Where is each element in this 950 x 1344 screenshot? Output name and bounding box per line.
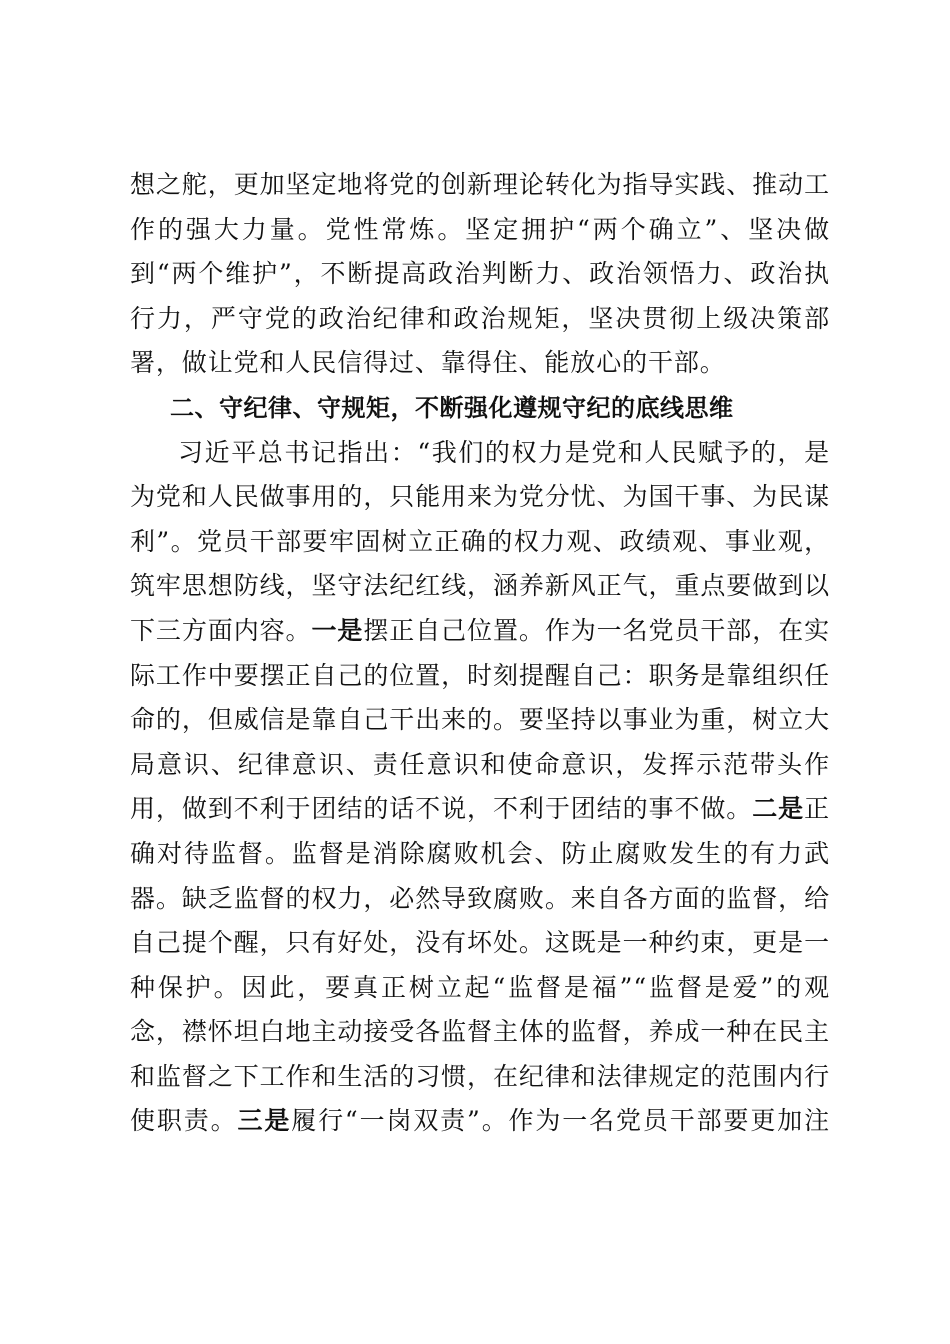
line-text: 履行“一岗双责”。作为一名党员干部要更加注 xyxy=(291,1106,830,1136)
line-text: 摆正自己位置。作为一名党员干部，在实 xyxy=(363,615,830,645)
paragraph-line: 为党和人民做事用的，只能用来为党分忧、为国干事、为民谋 xyxy=(130,482,830,512)
paragraph-line: 筑牢思想防线，坚守法纪红线，涵养新风正气，重点要做到以 xyxy=(130,571,830,601)
paragraph-line: 际工作中要摆正自己的位置，时刻提醒自己：职务是靠组织任 xyxy=(130,660,830,690)
paragraph-line: 和监督之下工作和生活的习惯，在纪律和法律规定的范围内行 xyxy=(130,1061,830,1091)
paragraph-line: 确对待监督。监督是消除腐败机会、防止腐败发生的有力武 xyxy=(130,838,830,868)
paragraph-line xyxy=(130,1099,830,1144)
paragraph-line: 自己提个醒，只有好处，没有坏处。这既是一种约束，更是一 xyxy=(130,928,830,958)
section-heading: 二、守纪律、守规矩，不断强化遵规守纪的底线思维 xyxy=(170,393,734,422)
line-text: 正 xyxy=(804,794,830,824)
paragraph-line: 行力，严守党的政治纪律和政治规矩，坚决贯彻上级决策部 xyxy=(130,303,830,333)
line-text: 下三方面内容。 xyxy=(130,615,312,645)
paragraph-line: 种保护。因此，要真正树立起“监督是福”“监督是爱”的观 xyxy=(130,972,830,1002)
paragraph-line: 习近平总书记指出：“我们的权力是党和人民赋予的，是 xyxy=(178,437,830,467)
point-marker-first: 一是 xyxy=(311,615,364,645)
paragraph-line: 命的，但威信是靠自己干出来的。要坚持以事业为重，树立大 xyxy=(130,705,830,735)
paragraph-line: 署，做让党和人民信得过、靠得住、能放心的干部。 xyxy=(130,348,726,378)
point-marker-third: 三是 xyxy=(237,1106,292,1136)
paragraph-line xyxy=(130,787,830,832)
paragraph-line: 作的强大力量。党性常炼。坚定拥护“两个确立”、坚决做 xyxy=(130,214,830,244)
line-text: 用，做到不利于团结的话不说，不利于团结的事不做。 xyxy=(130,794,753,824)
paragraph-line: 局意识、纪律意识、责任意识和使命意识，发挥示范带头作 xyxy=(130,749,830,779)
line-text: 使职责。 xyxy=(130,1106,238,1136)
paragraph-line xyxy=(130,609,830,654)
paragraph-line: 利”。党员干部要牢固树立正确的权力观、政绩观、事业观， xyxy=(130,526,830,556)
paragraph-line: 器。缺乏监督的权力，必然导致腐败。来自各方面的监督，给 xyxy=(130,883,830,913)
paragraph-line: 想之舵，更加坚定地将党的创新理论转化为指导实践、推动工 xyxy=(130,170,830,199)
body-text xyxy=(130,163,830,1144)
point-marker-second: 二是 xyxy=(752,794,805,824)
paragraph-line: 念，襟怀坦白地主动接受各监督主体的监督，养成一种在民主 xyxy=(130,1017,830,1047)
paragraph-line: 到“两个维护”，不断提高政治判断力、政治领悟力、政治执 xyxy=(130,259,830,289)
